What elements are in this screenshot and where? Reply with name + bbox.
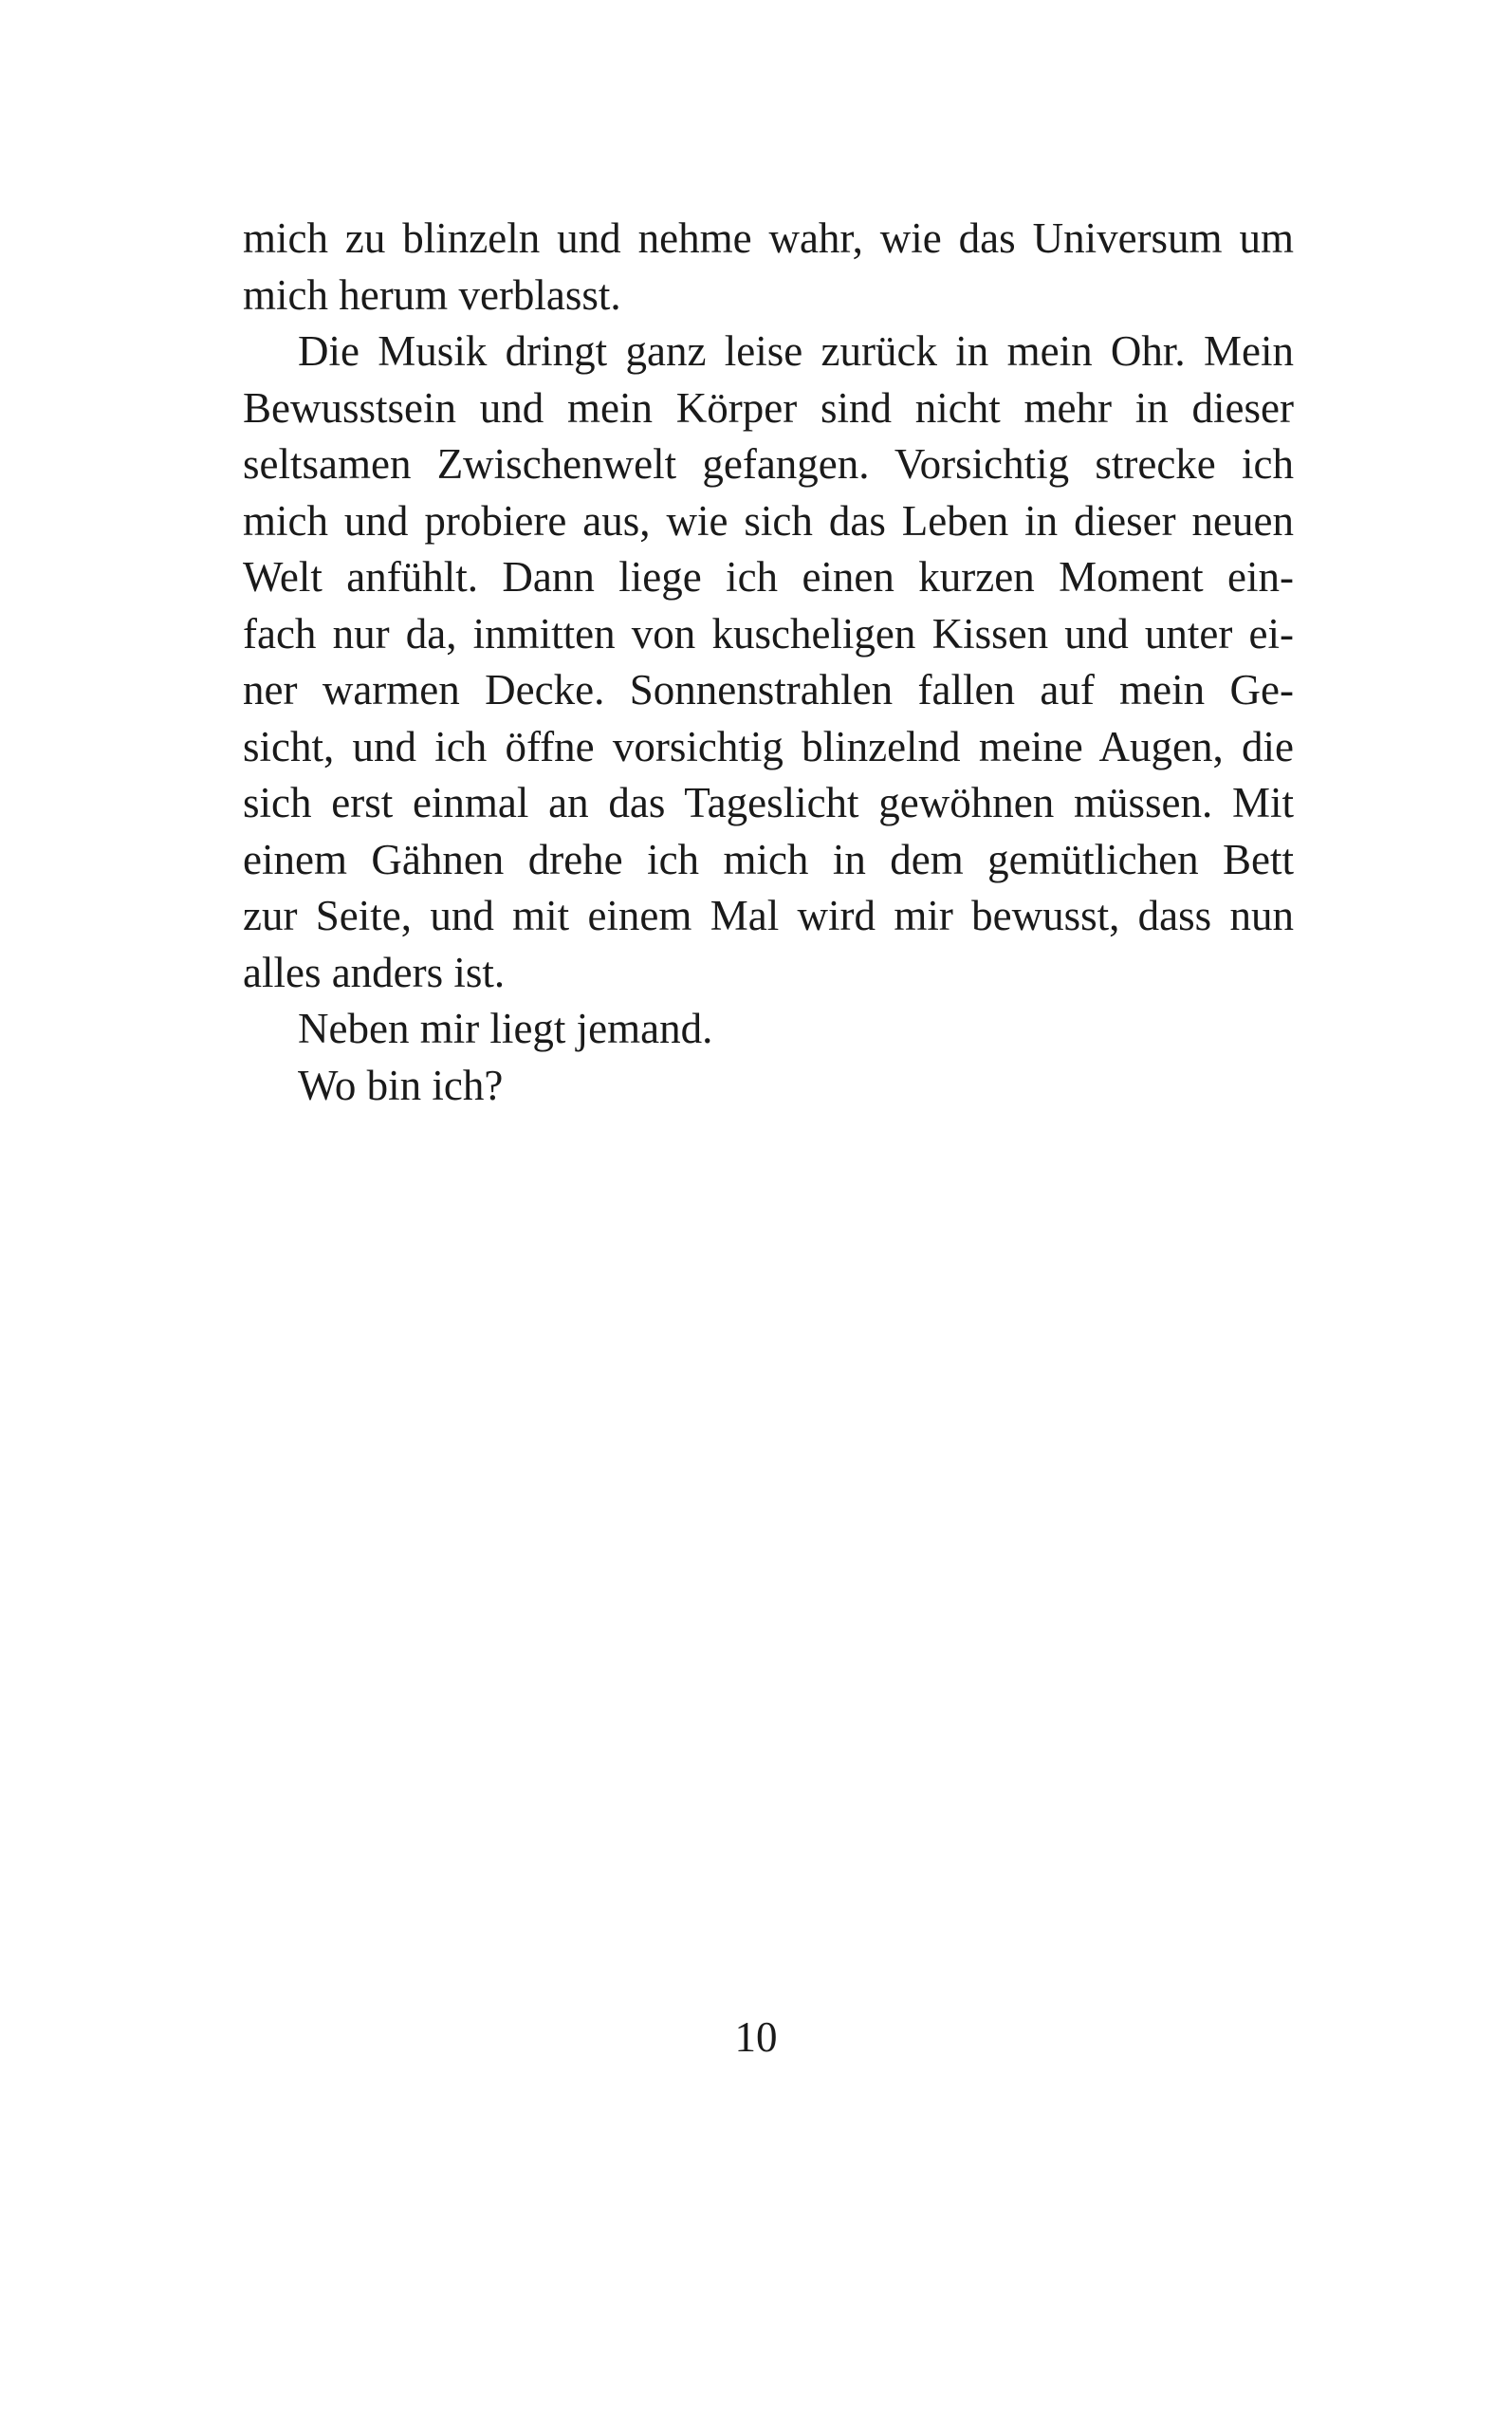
text-line: sicht, und ich öffne vorsichtig blinzelnd meine Augen, die xyxy=(243,722,1294,770)
text-line: zur Seite, und mit einem Mal wird mir bewusst, dass nun xyxy=(243,892,1294,939)
text-line: mich zu blinzeln und nehme wahr, wie das Universum um xyxy=(243,214,1294,262)
text-line: Bewusstsein und mein Körper sind nicht mehr in dieser xyxy=(243,383,1294,432)
text-line: einem Gähnen drehe ich mich in dem gemütlichen Bett xyxy=(243,835,1294,883)
page-number: 10 xyxy=(734,2013,778,2061)
text-line: fach nur da, inmitten von kuscheligen Kissen und unter ei- xyxy=(243,609,1294,658)
text-line: sich erst einmal an das Tageslicht gewöhnen müssen. Mit xyxy=(243,779,1294,826)
text-line: Neben mir liegt jemand. xyxy=(298,1005,713,1052)
text-line: seltsamen Zwischenwelt gefangen. Vorsichtig strecke ich xyxy=(243,440,1294,488)
body-text xyxy=(243,211,1294,1114)
text-line: mich und probiere aus, wie sich das Leben in dieser neuen xyxy=(243,496,1294,545)
text-line: Wo bin ich? xyxy=(298,1061,504,1109)
text-line: ner warmen Decke. Sonnenstrahlen fallen auf mein Ge- xyxy=(243,666,1294,713)
text-line: alles anders ist. xyxy=(243,948,506,996)
text-line: Die Musik dringt ganz leise zurück in mein Ohr. Mein xyxy=(298,327,1294,375)
text-line: mich herum verblasst. xyxy=(243,270,621,319)
text-line: Welt anfühlt. Dann liege ich einen kurzen Moment ein- xyxy=(243,553,1294,601)
